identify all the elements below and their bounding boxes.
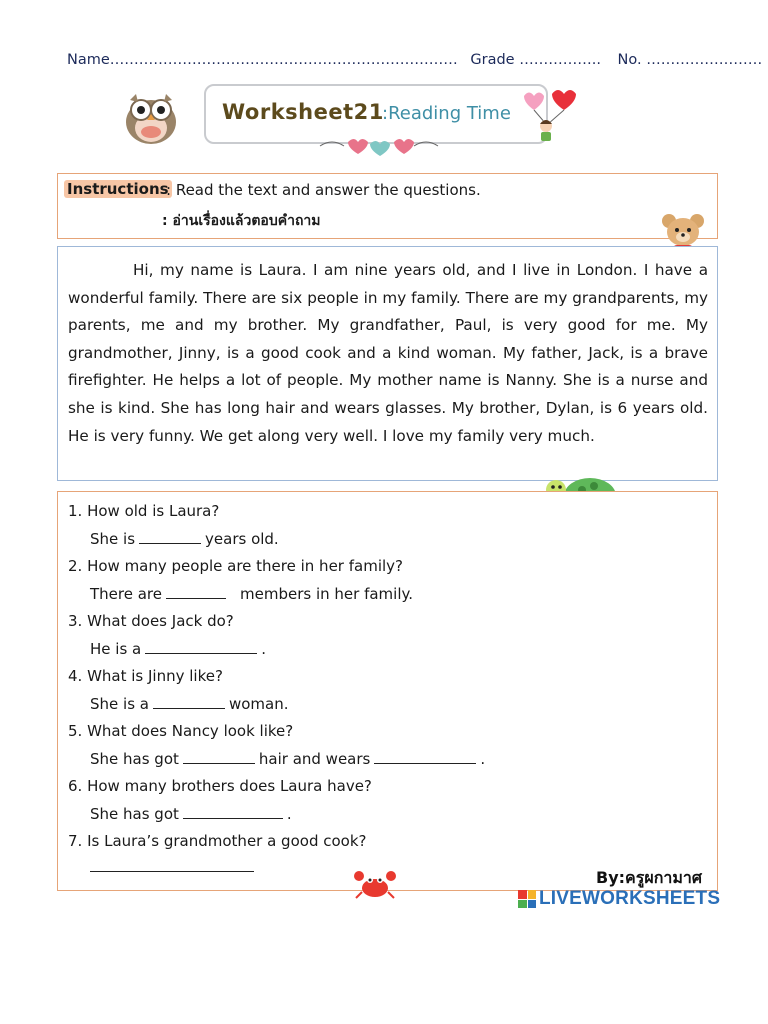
reading-passage: Hi, my name is Laura. I am nine years old, and I live in London. I have a wonderful family. There are six people in my family. There are my grandparents, my parents, me and my brother. My grandfather, Paul, is very good for me. My grandmother, Jinny, is a good cook and a kind woman. My father, Jack, is a brave firefighter. He helps a lot of people. My mother name is Nanny. She is a nurse and she is kind. She has long hair and wears glasses. My brother, Dylan, is 6 years old. He is very funny. We get along very well. I love my family very much.: [68, 261, 708, 445]
answer-4-blank[interactable]: [153, 697, 225, 709]
liveworksheets-logo: [518, 887, 720, 911]
owl-icon: [122, 90, 180, 146]
hearts-ribbon-icon: [318, 136, 440, 158]
answer-line-2: [90, 585, 413, 603]
question-4: 4. What is Jinny like?: [68, 667, 223, 685]
answer-1-suffix: years old.: [205, 530, 279, 548]
author-byline: By:ครูผกามาศ: [596, 868, 703, 887]
answer-2-blank[interactable]: [166, 587, 226, 599]
answer-6-blank[interactable]: [183, 807, 283, 819]
worksheet-title: Worksheet21: [222, 100, 384, 124]
answer-line-3: [90, 640, 266, 658]
answer-5-blank-hair[interactable]: [183, 752, 255, 764]
answer-line-5: [90, 750, 485, 768]
answer-3-prefix: He is a: [90, 640, 142, 658]
answer-3-blank[interactable]: [145, 642, 257, 654]
question-7: 7. Is Laura’s grandmother a good cook?: [68, 832, 367, 850]
answer-line-1: [90, 530, 279, 548]
grade-field-label: Grade ……………..: [470, 52, 601, 68]
answer-1-prefix: She is: [90, 530, 136, 548]
answer-6-suffix: .: [286, 805, 292, 823]
answer-line-6: [90, 805, 292, 823]
answer-6-prefix: She has got: [90, 805, 179, 823]
answer-2-prefix: There are: [90, 585, 162, 603]
answer-line-7: [90, 858, 258, 876]
number-field-label: No. ……………………: [617, 52, 763, 68]
answer-1-blank[interactable]: [139, 532, 201, 544]
question-3: 3. What does Jack do?: [68, 612, 234, 630]
question-5: 5. What does Nancy look like?: [68, 722, 294, 740]
liveworksheets-mark-icon: [518, 890, 536, 908]
instructions-thai: : อ่านเรื่องแล้วตอบคำถาม: [162, 213, 321, 229]
liveworksheets-wordmark: LIVEWORKSHEETS: [539, 888, 721, 909]
balloon-girl-icon: [516, 86, 578, 144]
answer-4-suffix: woman.: [228, 695, 289, 713]
answer-3-suffix: .: [261, 640, 266, 658]
reading-passage-box: [57, 246, 718, 481]
answer-5-middle: hair and wears: [258, 750, 371, 768]
answer-line-4: [90, 695, 289, 713]
instructions-label: Instructions: [64, 180, 172, 198]
crab-icon: [354, 868, 396, 902]
answer-5-blank-wears[interactable]: [374, 752, 476, 764]
worksheet-title-box: [204, 84, 548, 144]
name-field-label: Name………………………………………………………………: [67, 52, 458, 68]
questions-box: [57, 491, 718, 891]
worksheet-subtitle: :Reading Time: [382, 103, 511, 124]
student-info-line: [67, 52, 763, 74]
question-1: 1. How old is Laura?: [68, 502, 220, 520]
question-6: 6. How many brothers does Laura have?: [68, 777, 372, 795]
instructions-english: : Read the text and answer the questions.: [166, 181, 481, 199]
answer-4-prefix: She is a: [90, 695, 149, 713]
instructions-box: [57, 173, 718, 239]
answer-5-prefix: She has got: [90, 750, 179, 768]
question-2: 2. How many people are there in her family?: [68, 557, 403, 575]
answer-5-suffix: .: [480, 750, 486, 768]
answer-2-suffix: members in her family.: [240, 585, 413, 603]
answer-7-blank[interactable]: [90, 860, 254, 872]
